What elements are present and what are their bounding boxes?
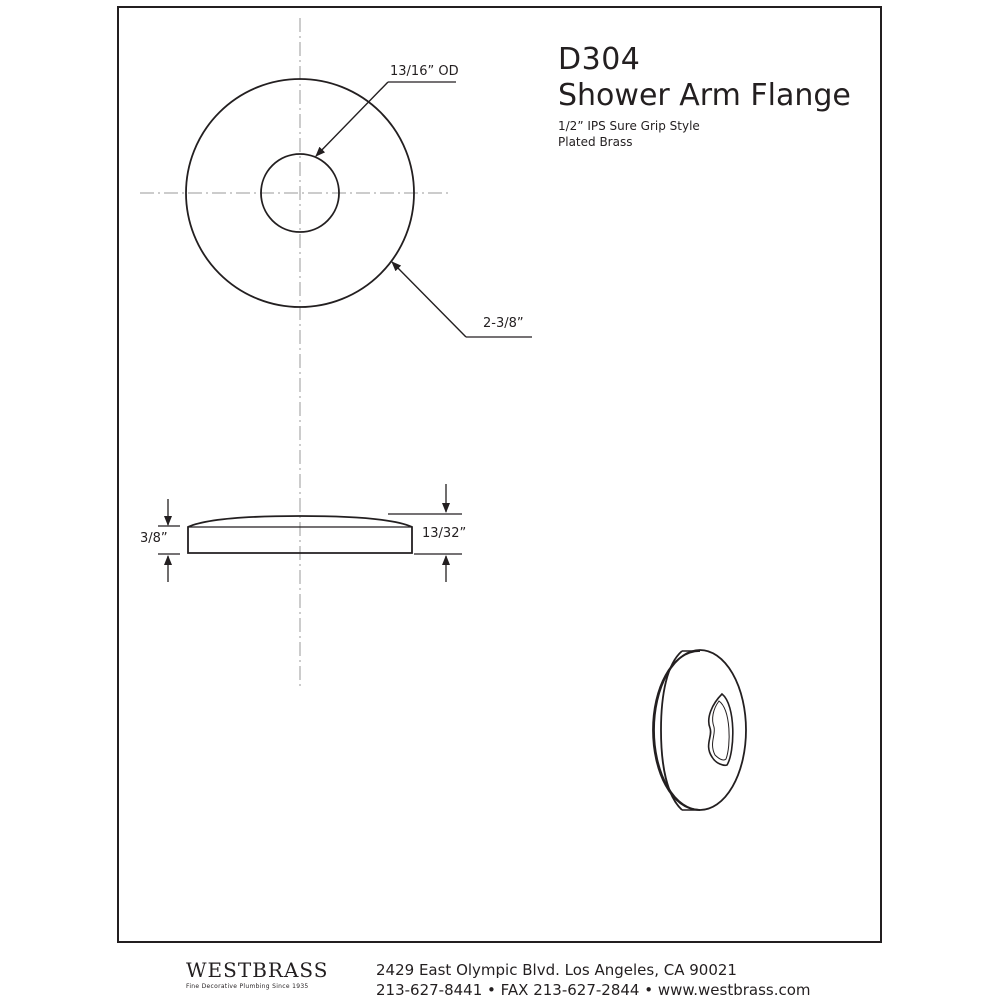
brand-name: WESTBRASS [186, 958, 329, 982]
base-height-label: 3/8” [140, 531, 168, 546]
inner-diameter-label: 13/16” OD [390, 64, 459, 79]
part-number: D304 [558, 42, 641, 77]
brand-tagline: Fine Decorative Plumbing Since 1935 [186, 983, 309, 990]
flange-3d-icon [653, 650, 746, 810]
westbrass-logo [186, 958, 328, 990]
footer-address: 2429 East Olympic Blvd. Los Angeles, CA 90021 [376, 961, 737, 979]
title-block [558, 42, 851, 150]
part-spec-line-1: 1/2” IPS Sure Grip Style [558, 119, 700, 133]
outer-diameter-label: 2-3/8” [483, 316, 524, 331]
inner-diameter-leader-arrow [316, 82, 388, 156]
part-spec-line-2: Plated Brass [558, 135, 633, 149]
footer-phone-web: 213-627-8441 • FAX 213-627-2844 • www.westbrass.com [376, 981, 811, 999]
footer-contact [376, 960, 811, 1000]
outer-diameter-leader-arrow [392, 262, 466, 337]
part-name: Shower Arm Flange [558, 78, 851, 113]
total-height-label: 13/32” [422, 526, 467, 541]
